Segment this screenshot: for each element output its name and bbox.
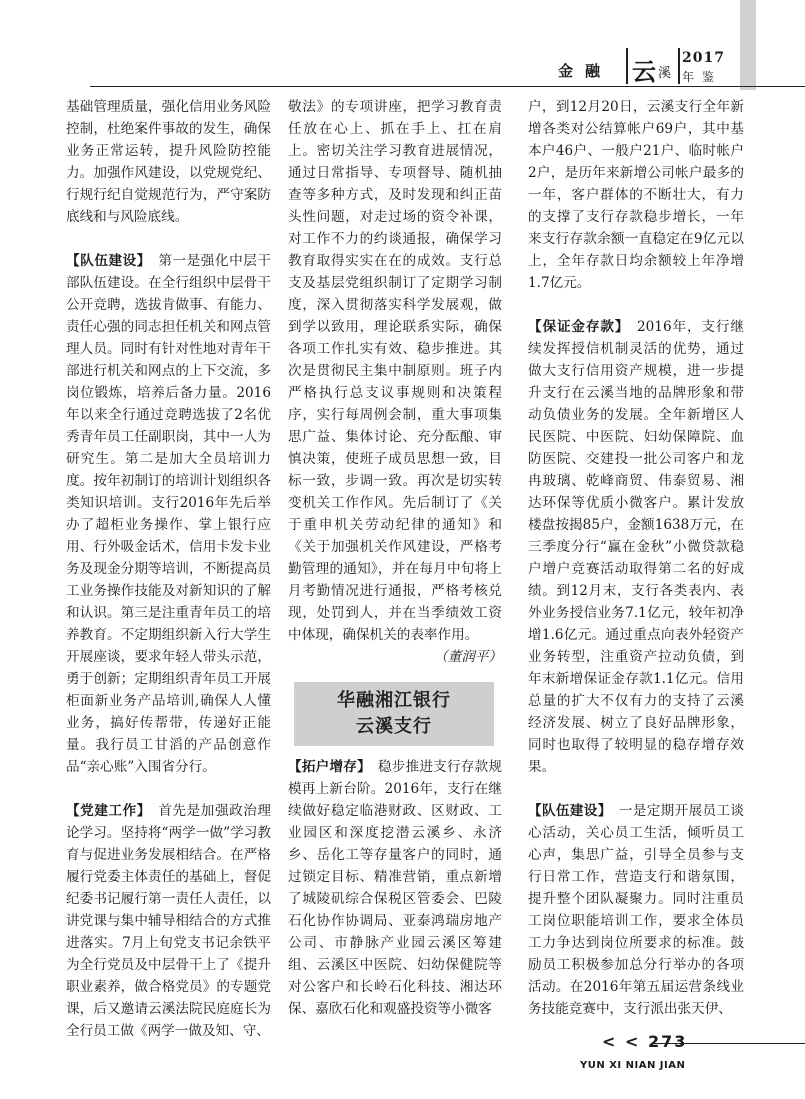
column-left	[66, 96, 271, 1042]
article-title-line2: 云溪支行	[356, 716, 432, 737]
paragraph-text: 2016年，支行继续发挥授信机制灵活的优势，通过做大支行信用资产规模，进一步提升支行在云溪当地的品牌形象和带动负债业务的发展。全年新增区人民医院、中医院、妇幼保障院、血防医院、交建投一批公司客户和龙冉玻璃、乾峰商贸、伟泰贸易、湘达环保等优质小微客户。累计发放楼盘按揭85户，金额1638万元，在三季度分行“赢在金秋”小微贷款稳户增户竞赛活动取得第二名的好成绩。到12月末，支行各类表内、表外业务授信业务7.1亿元，较年初净增1.6亿元。通过重点向表外轻资产业务转型，注重资产拉动负债，到年末新增保证金存款1.1亿元。信用总量的扩大不仅有力的支持了云溪经济发展、树立了良好品牌形象，同时也取得了较明显的稳存增存效果。	[528, 319, 744, 775]
year-label: 2017	[682, 50, 725, 66]
section-title: 金融	[558, 62, 613, 80]
paragraph-text: 首先是加强政治理论学习。坚持将“两学一做”学习教育与促进业务发展相结合。在严格履行党委主体责任的基础上，督促纪委书记履行第一责任人责任，以讲党课与集中辅导相结合的方式推进落实。7月上旬党支书记余铁平为全行党员及中层骨干上了《提升职业素养，做合格党员》的专题党课，后又邀请云溪法院民庭庭长为全行员工做《两学一做及知、守、	[66, 803, 272, 1039]
column-middle	[288, 96, 502, 1020]
paragraph-team-building	[66, 250, 271, 778]
section-tag: 【拓户增存】	[288, 759, 365, 775]
paragraph-guarantee-deposit	[528, 316, 744, 778]
footer-rule	[654, 1043, 805, 1044]
article-title-line1: 华融湘江银行	[337, 690, 451, 711]
paragraph-text: 稳步推进支行存款规模再上新台阶。2016年，支行在继续做好稳定临港财政、区财政、工业园区和深度挖潜云溪乡、永济乡、岳化工等存量客户的同时，通过锁定目标、精准营销，重点新增了城陵矶综合保税区管委会、巴陵石化协作协调局、亚泰鸿瑞房地产公司、市静脉产业园云溪区筹建组、云溪区中医院、妇幼保健院等对公客户和长岭石化科技、湘达环保、嘉欣石化和观盛投资等小微客	[288, 759, 503, 1017]
paragraph-text: 一是定期开展员工谈心活动，关心员工生活，倾听员工心声，集思广益，引导全员参与支行日常工作，营造支行和谐氛围，提升整个团队凝聚力。同时注重员工岗位职能培训工作，要求全体员工力争达到岗位所要求的标准。鼓励员工积极参加总分行举办的各项活动。在2016年第五届运营条线业务技能竞赛中，支行派出张天伊、	[528, 803, 745, 1017]
yearbook-label: 年鉴	[682, 70, 723, 84]
header-color-bar	[740, 0, 756, 90]
paragraph-deposit-growth	[288, 756, 502, 1020]
paragraph-team-building	[528, 800, 744, 1020]
paragraph: 敬法》的专项讲座，把学习教育责任放在心上、抓在手上、扛在肩上。密切关注学习教育进展情况，通过日常指导、专项督导、随机抽查等多种方式，及时发现和纠正苗头性问题，对走过场的资令补课，对工作不力的约谈通报，确保学习教育取得实实在在的成效。支行总支及基层党组织制订了定期学习制度，深入贯彻落实科学发展观，做到学以致用，理论联系实际，确保各项工作扎实有效、稳步推进。其次是贯彻民主集中制原则。班子内严格执行总支议事规则和决策程序，实行每周例会制，重大事项集思广益、集体讨论、充分酝酿、审慎决策，使班子成员思想一致，目标一致，步调一致。再次是切实转变机关工作作风。先后制订了《关于重申机关劳动纪律的通知》和《关于加强机关作风建设，严格考勤管理的通知》，并在每月中旬将上月考勤情况进行通报，严格考核兑现，处罚到人，并在当季绩效工资中体现，确保机关的表率作用。	[288, 99, 502, 643]
logo-main-char: 云	[632, 58, 656, 86]
paragraph-party-building	[66, 800, 271, 1042]
column-right	[528, 96, 744, 1020]
section-tag: 【队伍建设】	[66, 253, 145, 269]
section-tag: 【保证金存款】	[528, 319, 623, 335]
section-tag: 【党建工作】	[66, 803, 145, 819]
paragraph: 户，到12月20日，云溪支行全年新增各类对公结算帐户69户，其中基本户46户、一般户21户、临时帐户2户，是历年来新增公司帐户最多的一年，客户群体的不断壮大，有力的支撑了支行存款稳步增长，一年来支行存款余额一直稳定在9亿元以上，全年存款日均余额较上年净增1.7亿元。	[528, 99, 744, 291]
page-number: < < 273	[602, 1032, 688, 1051]
header-rule	[90, 86, 805, 87]
article-title-box	[294, 682, 494, 746]
section-tag: 【队伍建设】	[528, 803, 605, 819]
logo-sub-char: 溪	[658, 66, 672, 81]
yearbook-logo	[626, 48, 680, 84]
author-signature: （董润平）	[434, 649, 502, 665]
paragraph-text: 第一是强化中层干部队伍建设。在全行组织中层骨干公开竞聘，选拔肯做事、有能力、责任心强的同志担任机关和网点管理人员。同时有针对性地对青年干部进行机关和网点的上下交流，多岗位锻炼，培养后备力量。2016年以来全行通过竞聘选拔了2名优秀青年员工任副职岗，其中一人为研究生。第二是加大全员培训力度。按年初制订的培训计划组织各类知识培训。支行2016年先后举办了超柜业务操作、掌上银行应用、行外吸金话术，信用卡发卡业务及现金分期等培训，不断提高员工业务操作技能及对新知识的了解和认识。第三是注重青年员工的培养教育。不定期组织新入行大学生开展座谈，要求年轻人带头示范，勇于创新；定期组织青年员工开展柜面新业务产品培训,确保人人懂业务，搞好传帮带，传递好正能量。我行员工甘滔的产品创意作品“亲心账”入围省分行。	[66, 253, 272, 775]
paragraph: 基础管理质量，强化信用业务风险控制，杜绝案件事故的发生，确保业务正常运转，提升风险防控能力。加强作风建设，以党规党纪、行规行纪自觉规范行为，严守案防底线和与风险底线。	[66, 99, 271, 225]
footer-subtitle: YUN XI NIAN JIAN	[580, 1060, 686, 1071]
